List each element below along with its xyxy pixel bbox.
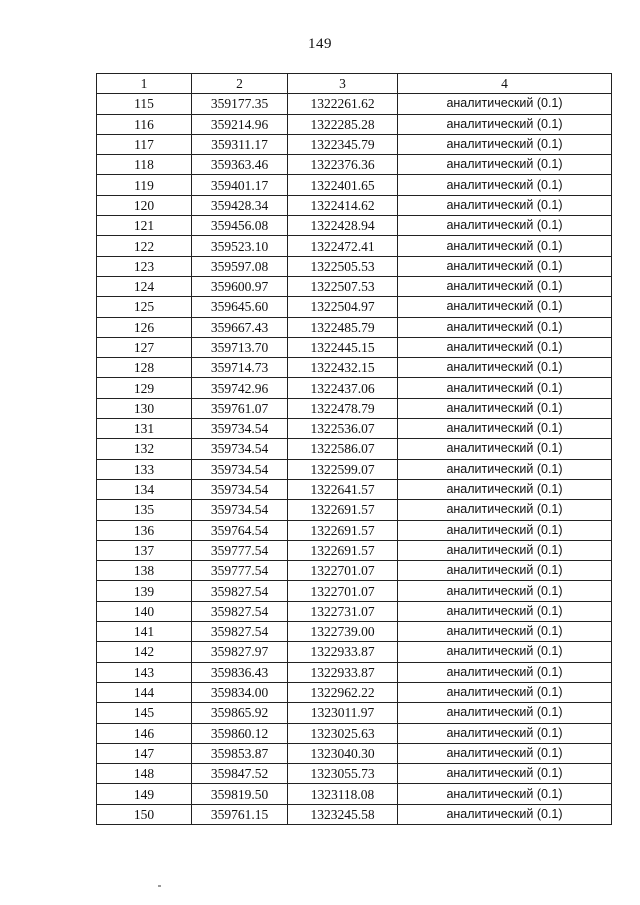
method-cell: аналитический (0.1) [398,155,612,175]
x-coordinate-cell: 359714.73 [192,358,288,378]
method-cell: аналитический (0.1) [398,378,612,398]
table-row [97,378,612,398]
method-cell: аналитический (0.1) [398,682,612,702]
point-number-cell: 119 [97,175,192,195]
x-coordinate-cell: 359600.97 [192,276,288,296]
y-coordinate-cell: 1322478.79 [288,398,398,418]
y-coordinate-cell: 1322445.15 [288,337,398,357]
method-cell: аналитический (0.1) [398,804,612,824]
table-row [97,804,612,824]
y-coordinate-cell: 1322701.07 [288,581,398,601]
x-coordinate-cell: 359761.07 [192,398,288,418]
header-cell-2: 2 [192,74,288,94]
point-number-cell: 147 [97,743,192,763]
point-number-cell: 123 [97,256,192,276]
x-coordinate-cell: 359742.96 [192,378,288,398]
table-row [97,358,612,378]
method-cell: аналитический (0.1) [398,642,612,662]
table-row [97,561,612,581]
table-row [97,622,612,642]
x-coordinate-cell: 359734.54 [192,419,288,439]
x-coordinate-cell: 359713.70 [192,337,288,357]
method-cell: аналитический (0.1) [398,195,612,215]
y-coordinate-cell: 1322701.07 [288,561,398,581]
x-coordinate-cell: 359597.08 [192,256,288,276]
x-coordinate-cell: 359734.54 [192,500,288,520]
table-row [97,236,612,256]
method-cell: аналитический (0.1) [398,459,612,479]
table-row [97,500,612,520]
table-row [97,297,612,317]
y-coordinate-cell: 1322739.00 [288,622,398,642]
method-cell: аналитический (0.1) [398,134,612,154]
x-coordinate-cell: 359853.87 [192,743,288,763]
point-number-cell: 129 [97,378,192,398]
table-row [97,195,612,215]
point-number-cell: 138 [97,561,192,581]
x-coordinate-cell: 359764.54 [192,520,288,540]
point-number-cell: 150 [97,804,192,824]
method-cell: аналитический (0.1) [398,601,612,621]
table-row [97,398,612,418]
header-row [97,74,612,94]
table-row [97,581,612,601]
x-coordinate-cell: 359177.35 [192,94,288,114]
x-coordinate-cell: 359827.54 [192,622,288,642]
table-row [97,743,612,763]
y-coordinate-cell: 1322504.97 [288,297,398,317]
method-cell: аналитический (0.1) [398,337,612,357]
header-cell-4: 4 [398,74,612,94]
point-number-cell: 118 [97,155,192,175]
page-number: 149 [308,36,332,52]
table-row [97,703,612,723]
method-cell: аналитический (0.1) [398,723,612,743]
table-row [97,216,612,236]
y-coordinate-cell: 1322586.07 [288,439,398,459]
x-coordinate-cell: 359645.60 [192,297,288,317]
point-number-cell: 130 [97,398,192,418]
x-coordinate-cell: 359777.54 [192,540,288,560]
y-coordinate-cell: 1323055.73 [288,764,398,784]
table-row [97,134,612,154]
table-row [97,662,612,682]
method-cell: аналитический (0.1) [398,479,612,499]
point-number-cell: 120 [97,195,192,215]
y-coordinate-cell: 1323025.63 [288,723,398,743]
point-number-cell: 128 [97,358,192,378]
point-number-cell: 143 [97,662,192,682]
point-number-cell: 132 [97,439,192,459]
point-number-cell: 126 [97,317,192,337]
method-cell: аналитический (0.1) [398,662,612,682]
point-number-cell: 116 [97,114,192,134]
table-row [97,175,612,195]
table-row [97,94,612,114]
method-cell: аналитический (0.1) [398,622,612,642]
x-coordinate-cell: 359734.54 [192,479,288,499]
y-coordinate-cell: 1322962.22 [288,682,398,702]
method-cell: аналитический (0.1) [398,297,612,317]
y-coordinate-cell: 1323040.30 [288,743,398,763]
point-number-cell: 125 [97,297,192,317]
point-number-cell: 135 [97,500,192,520]
x-coordinate-cell: 359667.43 [192,317,288,337]
y-coordinate-cell: 1322536.07 [288,419,398,439]
method-cell: аналитический (0.1) [398,175,612,195]
method-cell: аналитический (0.1) [398,784,612,804]
x-coordinate-cell: 359401.17 [192,175,288,195]
x-coordinate-cell: 359819.50 [192,784,288,804]
y-coordinate-cell: 1322432.15 [288,358,398,378]
x-coordinate-cell: 359847.52 [192,764,288,784]
y-coordinate-cell: 1323245.58 [288,804,398,824]
point-number-cell: 124 [97,276,192,296]
table-row [97,337,612,357]
method-cell: аналитический (0.1) [398,398,612,418]
y-coordinate-cell: 1323118.08 [288,784,398,804]
y-coordinate-cell: 1322401.65 [288,175,398,195]
point-number-cell: 134 [97,479,192,499]
y-coordinate-cell: 1322345.79 [288,134,398,154]
x-coordinate-cell: 359827.54 [192,581,288,601]
x-coordinate-cell: 359761.15 [192,804,288,824]
y-coordinate-cell: 1322437.06 [288,378,398,398]
method-cell: аналитический (0.1) [398,276,612,296]
y-coordinate-cell: 1322428.94 [288,216,398,236]
x-coordinate-cell: 359827.97 [192,642,288,662]
x-coordinate-cell: 359836.43 [192,662,288,682]
y-coordinate-cell: 1322933.87 [288,662,398,682]
point-number-cell: 127 [97,337,192,357]
y-coordinate-cell: 1322933.87 [288,642,398,662]
header-cell-3: 3 [288,74,398,94]
table-row [97,256,612,276]
method-cell: аналитический (0.1) [398,743,612,763]
table-header [97,74,612,94]
y-coordinate-cell: 1322691.57 [288,500,398,520]
y-coordinate-cell: 1322641.57 [288,479,398,499]
table-row [97,784,612,804]
table-row [97,642,612,662]
x-coordinate-cell: 359734.54 [192,459,288,479]
x-coordinate-cell: 359428.34 [192,195,288,215]
method-cell: аналитический (0.1) [398,114,612,134]
x-coordinate-cell: 359363.46 [192,155,288,175]
method-cell: аналитический (0.1) [398,703,612,723]
y-coordinate-cell: 1322507.53 [288,276,398,296]
table-row [97,419,612,439]
table-row [97,540,612,560]
y-coordinate-cell: 1322376.36 [288,155,398,175]
table-row [97,520,612,540]
table-row [97,723,612,743]
point-number-cell: 141 [97,622,192,642]
x-coordinate-cell: 359827.54 [192,601,288,621]
x-coordinate-cell: 359214.96 [192,114,288,134]
point-number-cell: 122 [97,236,192,256]
y-coordinate-cell: 1322691.57 [288,520,398,540]
method-cell: аналитический (0.1) [398,540,612,560]
x-coordinate-cell: 359456.08 [192,216,288,236]
table-row [97,155,612,175]
method-cell: аналитический (0.1) [398,419,612,439]
point-number-cell: 149 [97,784,192,804]
method-cell: аналитический (0.1) [398,94,612,114]
method-cell: аналитический (0.1) [398,439,612,459]
table-row [97,276,612,296]
method-cell: аналитический (0.1) [398,317,612,337]
table-row [97,764,612,784]
point-number-cell: 148 [97,764,192,784]
method-cell: аналитический (0.1) [398,256,612,276]
x-coordinate-cell: 359865.92 [192,703,288,723]
point-number-cell: 146 [97,723,192,743]
y-coordinate-cell: 1322472.41 [288,236,398,256]
table-row [97,317,612,337]
table-row [97,114,612,134]
point-number-cell: 137 [97,540,192,560]
point-number-cell: 131 [97,419,192,439]
method-cell: аналитический (0.1) [398,358,612,378]
x-coordinate-cell: 359734.54 [192,439,288,459]
method-cell: аналитический (0.1) [398,764,612,784]
method-cell: аналитический (0.1) [398,500,612,520]
x-coordinate-cell: 359860.12 [192,723,288,743]
x-coordinate-cell: 359834.00 [192,682,288,702]
y-coordinate-cell: 1322731.07 [288,601,398,621]
point-number-cell: 115 [97,94,192,114]
header-cell-1: 1 [97,74,192,94]
y-coordinate-cell: 1322261.62 [288,94,398,114]
coordinates-table [96,73,612,825]
point-number-cell: 139 [97,581,192,601]
table-row [97,459,612,479]
x-coordinate-cell: 359777.54 [192,561,288,581]
table-body [97,94,612,825]
point-number-cell: 133 [97,459,192,479]
point-number-cell: 136 [97,520,192,540]
method-cell: аналитический (0.1) [398,561,612,581]
method-cell: аналитический (0.1) [398,520,612,540]
table-row [97,682,612,702]
scan-mark [158,885,161,887]
y-coordinate-cell: 1322505.53 [288,256,398,276]
point-number-cell: 145 [97,703,192,723]
x-coordinate-cell: 359523.10 [192,236,288,256]
point-number-cell: 117 [97,134,192,154]
y-coordinate-cell: 1322691.57 [288,540,398,560]
table-row [97,479,612,499]
point-number-cell: 144 [97,682,192,702]
method-cell: аналитический (0.1) [398,236,612,256]
y-coordinate-cell: 1322485.79 [288,317,398,337]
method-cell: аналитический (0.1) [398,216,612,236]
y-coordinate-cell: 1322599.07 [288,459,398,479]
point-number-cell: 121 [97,216,192,236]
point-number-cell: 142 [97,642,192,662]
y-coordinate-cell: 1322285.28 [288,114,398,134]
y-coordinate-cell: 1322414.62 [288,195,398,215]
table-row [97,601,612,621]
table-row [97,439,612,459]
method-cell: аналитический (0.1) [398,581,612,601]
y-coordinate-cell: 1323011.97 [288,703,398,723]
x-coordinate-cell: 359311.17 [192,134,288,154]
point-number-cell: 140 [97,601,192,621]
